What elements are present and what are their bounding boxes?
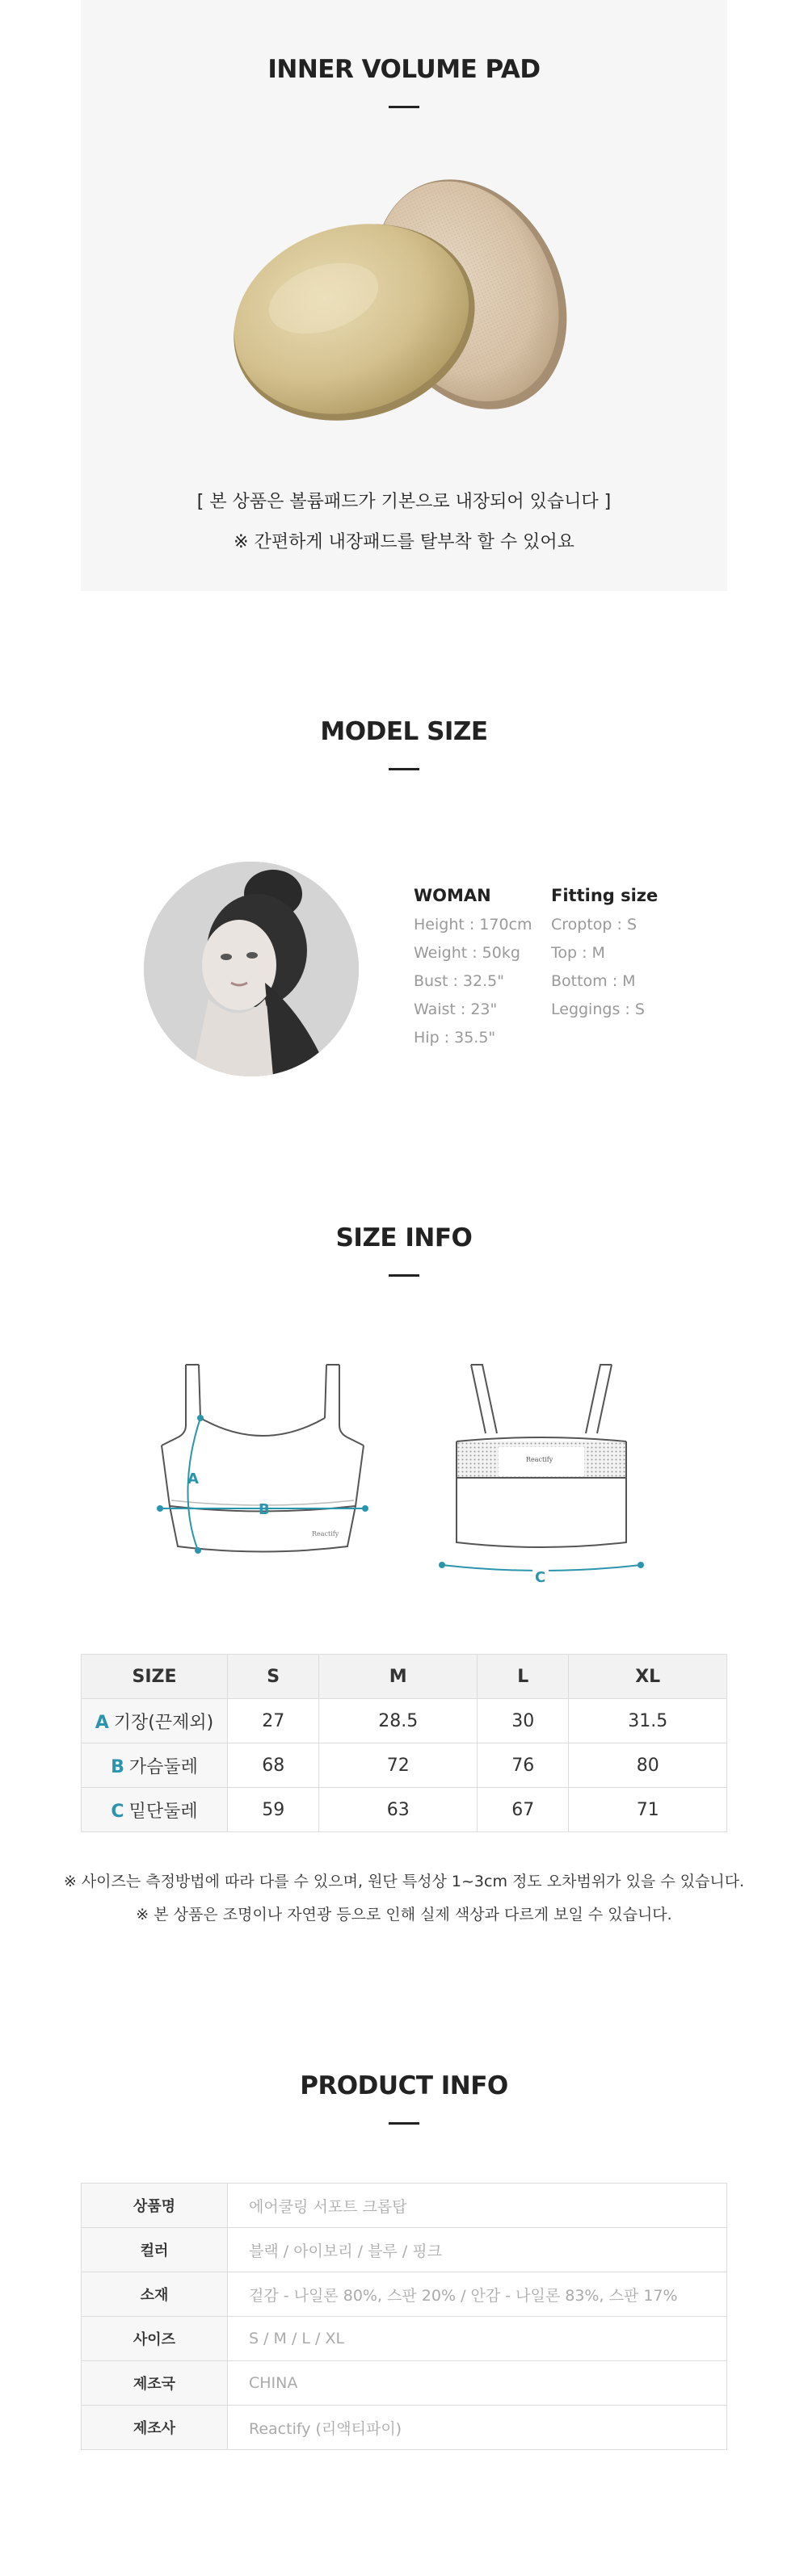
row-label-text: 가슴둘레: [128, 1756, 198, 1777]
front-brand-tag: Reactify: [312, 1530, 339, 1538]
diagram-label-a: A: [187, 1471, 199, 1487]
info-key: 소재: [82, 2272, 228, 2317]
table-cell: 27: [228, 1699, 319, 1743]
croptop-back-diagram: [432, 1357, 650, 1599]
table-cell: 63: [319, 1788, 478, 1832]
info-value: 에어쿨링 서포트 크롭탑: [228, 2184, 727, 2228]
table-cell: 30: [477, 1699, 568, 1743]
size-header-s: S: [228, 1655, 319, 1699]
row-letter: C: [111, 1801, 124, 1822]
table-row: [82, 2184, 727, 2228]
info-key: 제조사: [82, 2406, 228, 2450]
table-cell: 59: [228, 1788, 319, 1832]
info-value: Reactify (리액티파이): [228, 2406, 727, 2450]
table-cell: 80: [569, 1743, 727, 1788]
info-value: 겉감 - 나일론 80%, 스판 20% / 안감 - 나일론 83%, 스판 17%: [228, 2272, 727, 2317]
pad-note-builtin: [ 본 상품은 볼륨패드가 기본으로 내장되어 있습니다 ]: [196, 492, 612, 512]
product-info-table: [81, 2183, 727, 2450]
table-row: [82, 2228, 727, 2272]
info-key: 상품명: [82, 2184, 228, 2228]
size-header-xl: XL: [569, 1655, 727, 1699]
diagram-label-c: C: [535, 1569, 546, 1586]
product-title: PRODUCT INFO: [300, 2071, 508, 2100]
info-key: 제조국: [82, 2361, 228, 2406]
fitting-sizes: [551, 911, 645, 1024]
table-row: [82, 2317, 727, 2361]
size-title: SIZE INFO: [335, 1223, 473, 1252]
size-header-size: SIZE: [82, 1655, 228, 1699]
size-note-color: ※ 본 상품은 조명이나 자연광 등으로 인해 실제 색상과 다르게 보일 수 있습니다.: [136, 1906, 672, 1924]
size-table: [81, 1654, 727, 1832]
info-value: S / M / L / XL: [228, 2317, 727, 2361]
table-row: [82, 1788, 727, 1832]
model-bust: Bust : 32.5": [414, 972, 504, 990]
size-note-measurement: ※ 사이즈는 측정방법에 따라 다를 수 있으며, 원단 특성상 1~3cm 정도 오차범위가 있을 수 있습니다.: [63, 1873, 745, 1890]
info-key: 사이즈: [82, 2317, 228, 2361]
table-cell: 68: [228, 1743, 319, 1788]
model-measurements: [414, 911, 532, 1052]
model-title-rule: [389, 768, 419, 770]
size-row-label: [82, 1788, 228, 1832]
model-hip: Hip : 35.5": [414, 1029, 496, 1047]
diagram-label-b: B: [259, 1501, 270, 1518]
row-label-text: 기장(끈제외): [113, 1712, 214, 1733]
table-row: [82, 2272, 727, 2317]
size-header-m: M: [319, 1655, 478, 1699]
model-woman-heading: WOMAN: [414, 886, 491, 905]
table-cell: 71: [569, 1788, 727, 1832]
size-row-label: [82, 1743, 228, 1788]
table-cell: 28.5: [319, 1699, 478, 1743]
info-value: CHINA: [228, 2361, 727, 2406]
model-photo: [144, 862, 359, 1076]
table-row: [82, 1743, 727, 1788]
fit-top: Top : M: [551, 944, 605, 962]
croptop-front-diagram: [154, 1357, 372, 1575]
model-waist: Waist : 23": [414, 1001, 498, 1018]
info-key: 컬러: [82, 2228, 228, 2272]
size-title-rule: [389, 1274, 419, 1277]
model-height: Height : 170cm: [414, 916, 532, 933]
table-cell: 67: [477, 1788, 568, 1832]
size-table-header: [82, 1655, 727, 1699]
volume-pad-image: [210, 162, 598, 436]
row-letter: A: [95, 1712, 109, 1733]
table-cell: 72: [319, 1743, 478, 1788]
row-label-text: 밑단둘레: [128, 1801, 198, 1822]
pad-note-detachable: ※ 간편하게 내장패드를 탈부착 할 수 있어요: [234, 532, 574, 552]
pad-title-rule: [389, 106, 419, 108]
info-value: 블랙 / 아이보리 / 블루 / 핑크: [228, 2228, 727, 2272]
fit-croptop: Croptop : S: [551, 916, 638, 933]
table-row: [82, 1699, 727, 1743]
table-cell: 31.5: [569, 1699, 727, 1743]
row-letter: B: [111, 1756, 124, 1777]
back-brand-tag: Reactify: [526, 1456, 553, 1463]
fit-leggings: Leggings : S: [551, 1001, 645, 1018]
model-title: MODEL SIZE: [320, 717, 488, 746]
size-row-label: [82, 1699, 228, 1743]
model-weight: Weight : 50kg: [414, 944, 520, 962]
size-header-l: L: [477, 1655, 568, 1699]
pad-title: INNER VOLUME PAD: [267, 55, 541, 84]
table-row: [82, 2406, 727, 2450]
product-title-rule: [389, 2122, 419, 2125]
fit-bottom: Bottom : M: [551, 972, 636, 990]
table-row: [82, 2361, 727, 2406]
fitting-size-heading: Fitting size: [551, 886, 659, 905]
table-cell: 76: [477, 1743, 568, 1788]
